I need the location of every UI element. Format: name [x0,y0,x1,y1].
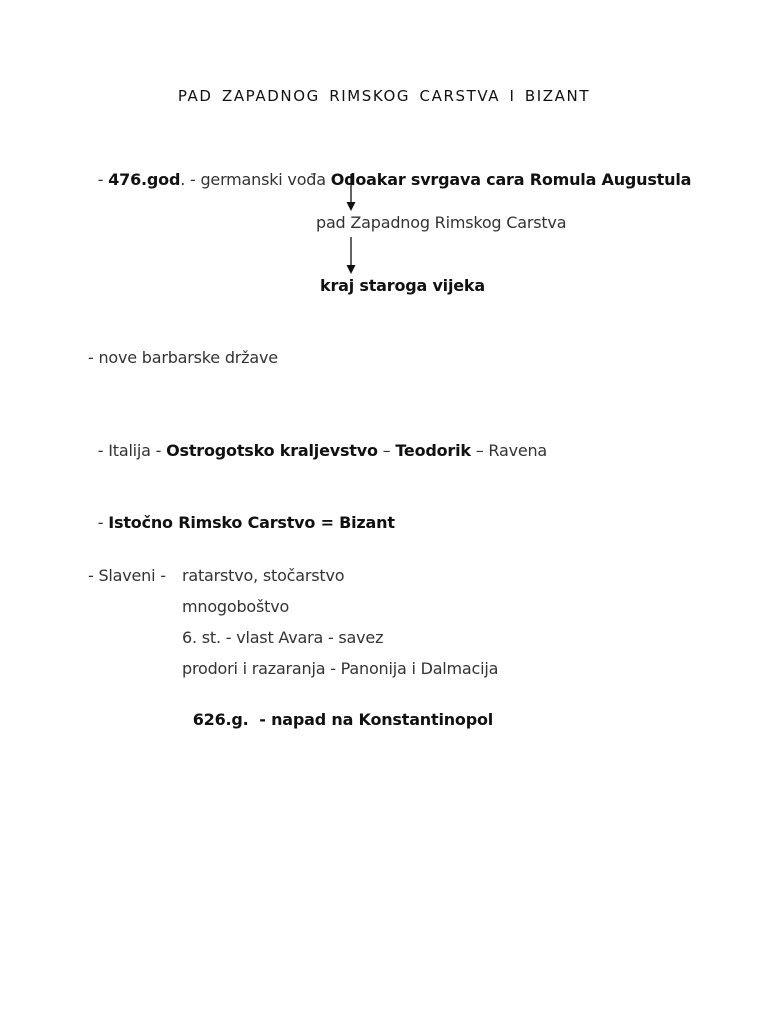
year-626: 626.g. [192,710,249,729]
slaveni-row-5 [182,690,493,730]
arrow-down-icon [344,174,358,212]
line-bizant-bold: Istočno Rimsko Carstvo = Bizant [108,513,395,532]
line-odoakar-bold: Odoakar svrgava cara Romula Augustula [330,170,692,189]
line-italija [88,421,547,461]
line-italija-c: – [377,441,396,460]
line-bizant [88,493,395,533]
year-476: 476.god [108,170,181,189]
line-italija-a: - Italija - [97,441,167,460]
slaveni-row-4: prodori i razaranja - Panonija i Dalmacija [182,659,499,678]
line-odoakar [88,150,691,190]
arrow-down-icon [344,237,358,275]
slaveni-row-3: 6. st. - vlast Avara - savez [182,628,384,647]
slaveni-row-1: ratarstvo, stočarstvo [182,566,345,585]
line-pad-carstva: pad Zapadnog Rimskog Carstva [316,213,567,232]
line-kraj-vijeka: kraj staroga vijeka [320,276,485,295]
dash: - [97,513,109,532]
line-italija-e: – Ravena [470,441,548,460]
line-italija-d: Teodorik [395,441,471,460]
slaveni-row-2: mnogoboštvo [182,597,290,616]
line-odoakar-mid: . - germanski vođa [180,170,331,189]
slaveni-lead: - Slaveni - [88,566,171,585]
dash: - [97,170,109,189]
line-italija-b: Ostrogotsko kraljevstvo [166,441,378,460]
page-title: PAD ZAPADNOG RIMSKOG CARSTVA I BIZANT [177,87,591,105]
line-barbarske-drzave: - nove barbarske države [88,348,278,367]
slaveni-row-5-rest: - napad na Konstantinopol [248,710,494,729]
